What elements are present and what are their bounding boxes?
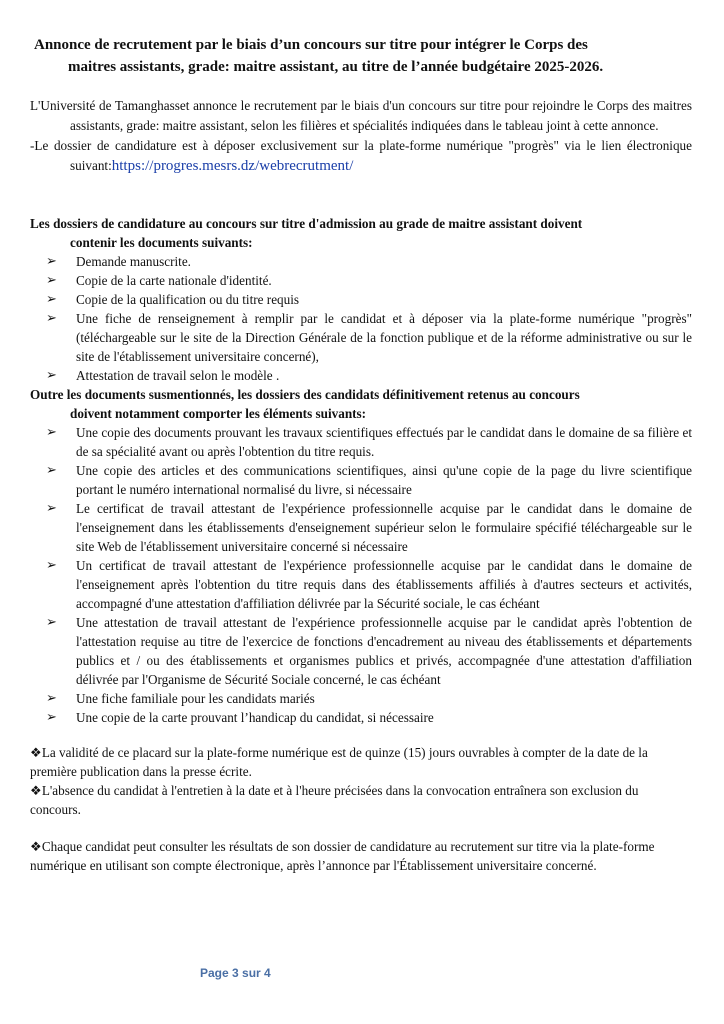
required-documents-heading bbox=[30, 214, 692, 252]
required-documents-list bbox=[30, 252, 692, 385]
list-item-text: Une fiche familiale pour les candidats mariés bbox=[76, 691, 315, 706]
arrow-bullet-icon: ➢ bbox=[46, 368, 57, 383]
arrow-bullet-icon: ➢ bbox=[46, 292, 57, 307]
note-text: Chaque candidat peut consulter les résultats de son dossier de candidature au recrutement sur titre via la plate-forme numérique en utilisant son compte électronique, après l’annonce par l'Établissement universitaire concerné. bbox=[30, 839, 655, 873]
intro-paragraph: L'Université de Tamanghasset annonce le recrutement par le biais d'un concours sur titre pour rejoindre le Corps des maitres assistants, grade: maitre assistant, selon les filières et spécialités indiquées dans le tableau joint à cette annonce. bbox=[30, 98, 692, 133]
list-item bbox=[30, 461, 692, 499]
list-item bbox=[30, 423, 692, 461]
diamond-bullet-icon: ❖ bbox=[30, 783, 42, 798]
list-item-text: Copie de la carte nationale d'identité. bbox=[76, 273, 272, 288]
title-line-2: maitres assistants, grade: maitre assistant, au titre de l’année budgétaire 2025-2026. bbox=[68, 59, 604, 75]
arrow-bullet-icon: ➢ bbox=[46, 463, 57, 478]
arrow-bullet-icon: ➢ bbox=[46, 615, 57, 630]
submission-text: -Le dossier de candidature est à déposer exclusivement sur la plate-forme numérique "progrès" via le lien électronique suivant: bbox=[30, 138, 692, 173]
list-item-text: Une fiche de renseignement à remplir par le candidat et à déposer via la plate-forme numérique "progrès" (téléchargeable sur le site de la Direction Générale de la fonction publique et de la réforme administrative ou sur le site de l'établissement universitaire concerné), bbox=[76, 311, 692, 364]
list-item-text: Une copie des articles et des communications scientifiques, ainsi qu'une copie de la page du livre scientifique portant le numéro international normalisé du livre, si nécessaire bbox=[76, 463, 692, 497]
required-documents-section bbox=[30, 214, 692, 875]
heading-line-a: Outre les documents susmentionnés, les dossiers des candidats définitivement retenus au concours bbox=[30, 387, 580, 402]
list-item bbox=[30, 366, 692, 385]
arrow-bullet-icon: ➢ bbox=[46, 254, 57, 269]
note-item bbox=[30, 743, 692, 781]
diamond-bullet-icon: ❖ bbox=[30, 839, 42, 854]
announcement-title bbox=[34, 34, 694, 78]
note-item bbox=[30, 837, 692, 875]
list-item bbox=[30, 556, 692, 613]
arrow-bullet-icon: ➢ bbox=[46, 273, 57, 288]
recruitment-link[interactable]: https://progres.mesrs.dz/webrecrutment/ bbox=[111, 158, 354, 174]
title-line-1: Annonce de recrutement par le biais d’un concours sur titre pour intégrer le Corps des bbox=[34, 37, 588, 53]
list-item bbox=[30, 309, 692, 366]
notes-block bbox=[30, 743, 692, 875]
heading-line-b: doivent notamment comporter les éléments suivants: bbox=[70, 406, 367, 421]
diamond-bullet-icon: ❖ bbox=[30, 745, 42, 760]
list-item bbox=[30, 708, 692, 727]
list-item-text: Une copie des documents prouvant les travaux scientifiques effectués par le candidat dans le domaine de sa filière et de sa spécialité avant ou après l'obtention du titre requis. bbox=[76, 425, 692, 459]
heading-line-b: contenir les documents suivants: bbox=[70, 235, 253, 250]
list-item-text: Une copie de la carte prouvant l’handicap du candidat, si nécessaire bbox=[76, 710, 434, 725]
arrow-bullet-icon: ➢ bbox=[46, 311, 57, 326]
list-item bbox=[30, 290, 692, 309]
list-item bbox=[30, 613, 692, 689]
note-item bbox=[30, 781, 692, 819]
arrow-bullet-icon: ➢ bbox=[46, 710, 57, 725]
arrow-bullet-icon: ➢ bbox=[46, 425, 57, 440]
note-text: L'absence du candidat à l'entretien à la date et à l'heure précisées dans la convocation entraînera son exclusion du concours. bbox=[30, 783, 639, 817]
list-item-text: Une attestation de travail attestant de l'expérience professionnelle acquise par le candidat après l'obtention de l'attestation requise au titre de l'exercice de fonctions d'encadrement au niveau des établissements et départements publics et / ou des établissements et organismes publics et privés, accompagnée d'une attestation d'affiliation délivrée par l'Organisme de Sécurité Sociale concerné, le cas échéant bbox=[76, 615, 692, 687]
additional-documents-list bbox=[30, 423, 692, 727]
list-item-text: Un certificat de travail attestant de l'expérience professionnelle acquise par le candidat dans le domaine de l'enseignement après l'obtention du titre requis dans des établissements affiliés à d'autres secteurs et activités, accompagné d'une attestation d'affiliation délivrée par la Sécurité sociale, le cas échéant bbox=[76, 558, 692, 611]
heading-line-a: Les dossiers de candidature au concours sur titre d'admission au grade de maitre assistant doivent bbox=[30, 216, 583, 231]
arrow-bullet-icon: ➢ bbox=[46, 558, 57, 573]
list-item-text: Le certificat de travail attestant de l'expérience professionnelle acquise par le candidat dans le domaine de l'enseignement dans les établissements d'enseignement supérieur selon le formulaire spécifié téléchargeable sur le site Web de l'établissement universitaire concerné si nécessaire bbox=[76, 501, 692, 554]
arrow-bullet-icon: ➢ bbox=[46, 501, 57, 516]
list-item-text: Copie de la qualification ou du titre requis bbox=[76, 292, 300, 307]
list-item bbox=[30, 271, 692, 290]
list-item bbox=[30, 689, 692, 708]
page-number: Page 3 sur 4 bbox=[200, 966, 271, 980]
intro-block bbox=[30, 96, 692, 176]
arrow-bullet-icon: ➢ bbox=[46, 691, 57, 706]
submission-paragraph bbox=[30, 136, 692, 176]
additional-documents-heading bbox=[30, 385, 692, 423]
list-item bbox=[30, 499, 692, 556]
list-item bbox=[30, 252, 692, 271]
note-text: La validité de ce placard sur la plate-forme numérique est de quinze (15) jours ouvrables à compter de la date de la première publication dans la presse écrite. bbox=[30, 745, 648, 779]
list-item-text: Attestation de travail selon le modèle . bbox=[76, 368, 280, 383]
list-item-text: Demande manuscrite. bbox=[76, 254, 191, 269]
